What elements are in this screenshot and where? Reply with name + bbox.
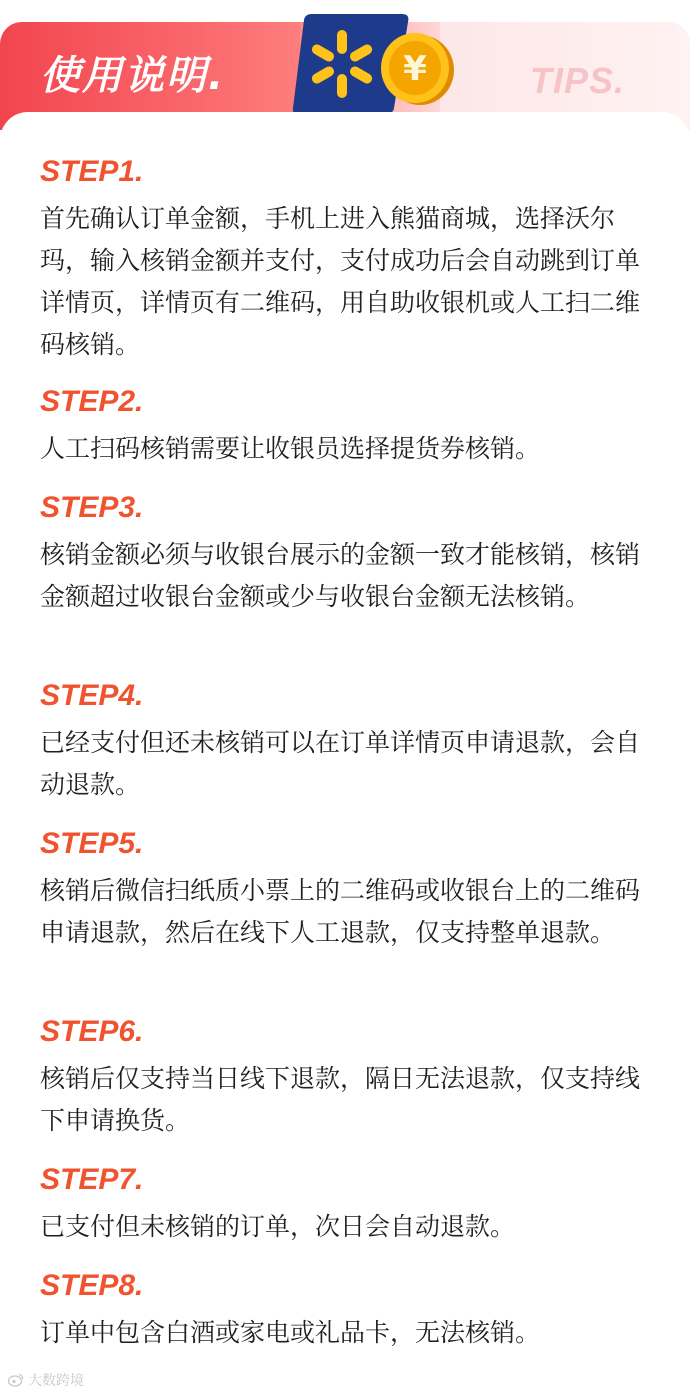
step-title: STEP2. (40, 385, 144, 418)
svg-text:¥: ¥ (403, 49, 427, 89)
step-text: 首先确认订单金额，手机上进入熊猫商城，选择沃尔玛，输入核销金额并支付，支付成功后会自动跳到订单详情页，详情页有二维码，用自助收银机或人工扫二维码核销。 (40, 204, 641, 359)
step-text: 核销金额必须与收银台展示的金额一致才能核销，核销金额超过收银台金额或少与收银台金额无法核销。 (40, 540, 641, 611)
step-2 (40, 380, 660, 486)
step-title: STEP5. (40, 827, 144, 860)
watermark-text: 大数跨境 (28, 1373, 84, 1389)
step-4 (40, 674, 660, 822)
step-text: 核销后仅支持当日线下退款，隔日无法退款，仅支持线下申请换货。 (40, 1064, 641, 1135)
step-5 (40, 822, 660, 1010)
step-title: STEP6. (40, 1015, 144, 1048)
tips-label: TIPS. (530, 60, 626, 101)
step-text: 已经支付但还未核销可以在订单详情页申请退款，会自动退款。 (40, 728, 641, 799)
step-title: STEP8. (40, 1269, 144, 1302)
step-text: 已支付但未核销的订单，次日会自动退款。 (40, 1212, 516, 1241)
weibo-icon (8, 1373, 24, 1387)
step-8 (40, 1264, 660, 1364)
step-3 (40, 486, 660, 674)
steps-list (40, 150, 660, 1364)
step-1 (40, 150, 660, 380)
step-title: STEP3. (40, 491, 144, 524)
step-title: STEP4. (40, 679, 144, 712)
header (0, 0, 690, 130)
page-title: 使用说明. (40, 53, 226, 99)
step-text: 订单中包含白酒或家电或礼品卡，无法核销。 (40, 1318, 541, 1347)
step-6 (40, 1010, 660, 1158)
coin-icon (378, 30, 456, 108)
step-text: 核销后微信扫纸质小票上的二维码或收银台上的二维码申请退款，然后在线下人工退款，仅支持整单退款。 (40, 876, 641, 947)
watermark (8, 1370, 84, 1390)
step-title: STEP1. (40, 155, 144, 188)
step-title: STEP7. (40, 1163, 144, 1196)
step-7 (40, 1158, 660, 1264)
step-text: 人工扫码核销需要让收银员选择提货券核销。 (40, 434, 541, 463)
